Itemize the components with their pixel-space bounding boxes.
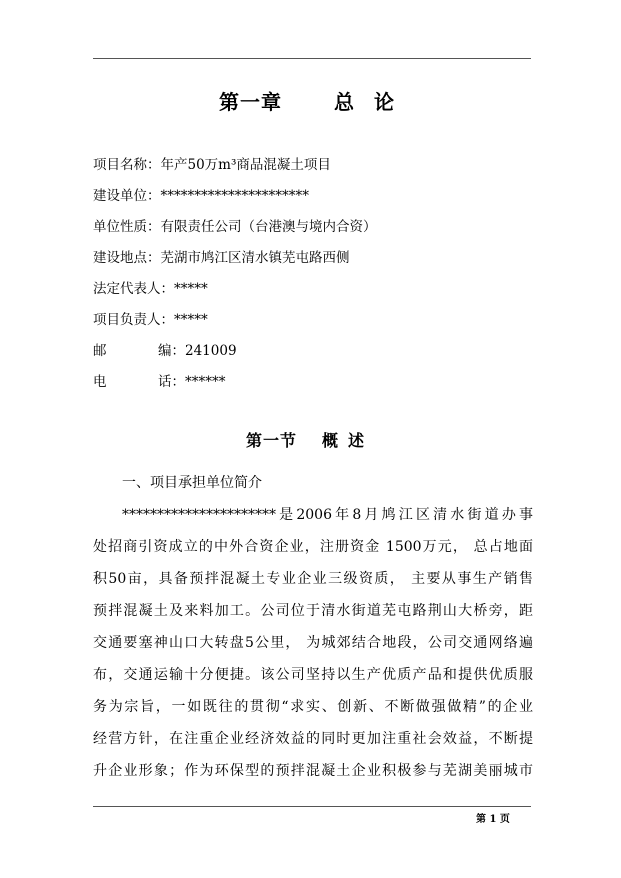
info-row-project-name (93, 150, 533, 181)
info-value: ****** (185, 374, 226, 390)
info-row-location (93, 243, 533, 274)
body-line: 经营方针，在注重企业经济效益的同时更加注重社会效益，不断提 (93, 731, 533, 747)
info-label: 法定代表人： (93, 281, 174, 297)
body-line: 预拌混凝土及来料加工。公司位于清水街道芜屯路荆山大桥旁，距 (93, 603, 533, 619)
info-label: 建设地点： (93, 250, 161, 266)
info-value: 241009 (185, 343, 237, 359)
chapter-title (93, 86, 531, 118)
info-value: 芜湖市鸠江区清水镇芜屯路西侧 (160, 250, 350, 266)
body-line: 布，交通运输十分便捷。该公司坚持以生产优质产品和提供优质服 (93, 667, 533, 683)
info-label: 项目名称： (93, 157, 161, 173)
chapter-name: 总论 (334, 90, 414, 114)
body-line: **********************是2006年8月鸠江区清水街道办事 (122, 507, 533, 523)
footer-rule (93, 806, 531, 807)
info-value: ********************** (160, 188, 309, 204)
body-paragraph (93, 499, 533, 787)
body-line: 升企业形象；作为环保型的预拌混凝土企业积极参与芜湖美丽城市 (93, 763, 533, 779)
page-number: 第 1 页 (476, 814, 510, 825)
info-label: 建设单位： (93, 188, 161, 204)
info-label (93, 367, 185, 398)
label-char: 话： (158, 374, 185, 390)
section-title (93, 428, 531, 452)
info-row-company-type (93, 212, 533, 243)
chapter-number: 第一章 (219, 90, 282, 114)
body-line: 务为宗旨，一如既往的贯彻“求实、创新、不断做强做精”的企业 (93, 699, 533, 715)
info-label: 单位性质： (93, 219, 161, 235)
info-value: ***** (174, 312, 208, 328)
info-row-builder (93, 181, 533, 212)
body-line: 积50亩，具备预拌混凝土专业企业三级资质， 主要从事生产销售 (93, 571, 533, 587)
label-char: 邮 (93, 343, 107, 359)
info-row-legal-rep (93, 274, 533, 305)
info-value: 年产50万m³商品混凝土项目 (160, 157, 331, 173)
label-char: 电 (93, 374, 107, 390)
info-row-phone (93, 367, 533, 398)
label-char: 编： (158, 343, 185, 359)
info-row-postcode (93, 336, 533, 367)
info-value: ***** (174, 281, 208, 297)
info-label (93, 336, 185, 367)
info-label: 项目负责人： (93, 312, 174, 328)
body-line: 交通要塞神山口大转盘5公里， 为城郊结合地段，公司交通网络遍 (93, 635, 533, 651)
info-value: 有限责任公司（台港澳与境内合资） (160, 219, 377, 235)
body-line: 处招商引资成立的中外合资企业，注册资金 1500万元， 总占地面 (93, 539, 533, 555)
section-number: 第一节 (246, 431, 298, 450)
section-name: 概述 (322, 431, 375, 450)
project-info-list (93, 150, 533, 398)
header-rule (93, 58, 531, 59)
subheading: 一、项目承担单位简介 (122, 475, 262, 491)
info-row-project-lead (93, 305, 533, 336)
